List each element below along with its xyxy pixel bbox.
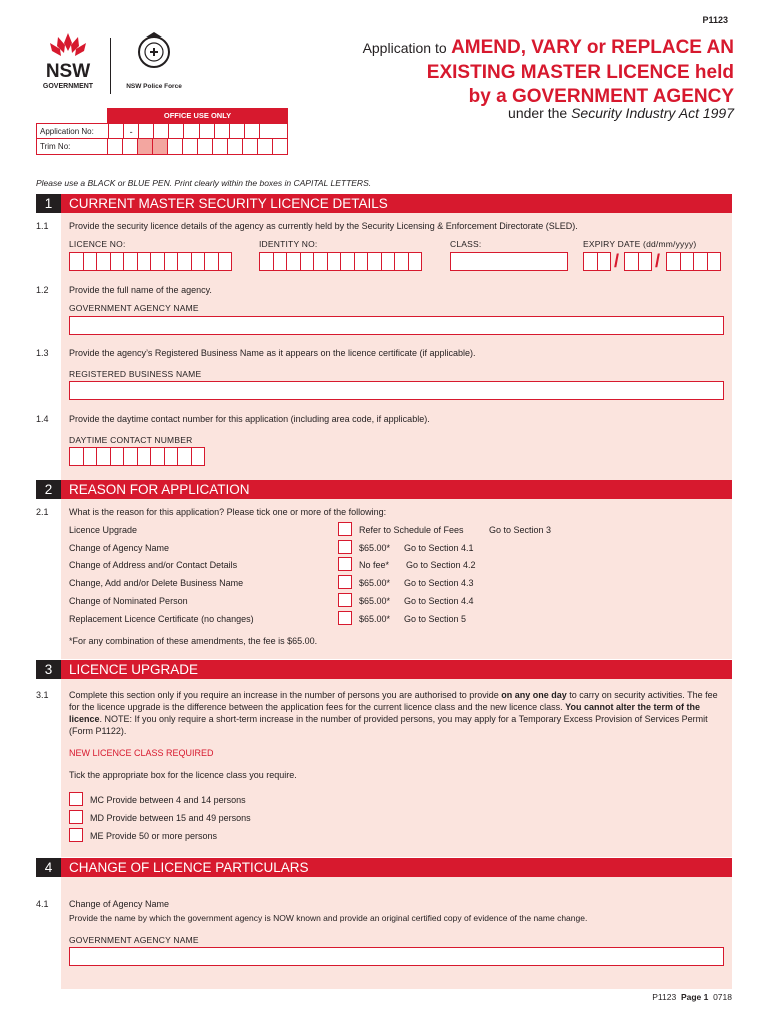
office-cell[interactable]: [138, 124, 153, 139]
title-line-2: EXISTING MASTER LICENCE held: [426, 62, 734, 83]
application-no-label: Application No:: [40, 127, 94, 136]
office-cell[interactable]: [122, 139, 137, 154]
reason-goto: Go to Section 4.1: [404, 543, 474, 553]
office-cell[interactable]: [242, 139, 257, 154]
reason-label: Licence Upgrade: [69, 525, 138, 535]
class-md-checkbox[interactable]: [69, 810, 83, 824]
class-mc-label: MC Provide between 4 and 14 persons: [90, 795, 246, 805]
reason-goto: Go to Section 4.3: [404, 578, 474, 588]
office-cell[interactable]: [108, 124, 123, 139]
date-separator: /: [655, 251, 661, 271]
title-line-1: AMEND, VARY or REPLACE AN: [451, 37, 734, 58]
office-cell[interactable]: [183, 124, 198, 139]
licence-upgrade-description: Complete this section only if you require an increase in the number of persons you are authorised to provide on any one day to carry on security activities. The fee for the licence upgrade is the difference between the application fees for the current licence class and the new licence class. You cannot alter the term of the licence. NOTE: If you only require a short-term increase in the number of provided persons, you may apply for a Temporary Excess Provision of Services Permit (Form P1122).: [69, 690, 718, 736]
agency-name-change-description: Provide the name by which the government agency is NOW known and provide an original certified copy of evidence of the name change.: [69, 913, 588, 923]
business-name-label: REGISTERED BUSINESS NAME: [69, 369, 202, 379]
class-mc-checkbox[interactable]: [69, 792, 83, 806]
office-cell[interactable]: [199, 124, 214, 139]
identity-no-label: IDENTITY NO:: [259, 239, 318, 249]
new-agency-name-input[interactable]: [69, 947, 724, 966]
contact-number-label: DAYTIME CONTACT NUMBER: [69, 435, 193, 445]
new-agency-name-label: GOVERNMENT AGENCY NAME: [69, 935, 199, 945]
class-md-label: MD Provide between 15 and 49 persons: [90, 813, 251, 823]
nsw-police-logo: [124, 30, 184, 94]
page-footer: P1123 Page 1 0718: [652, 992, 732, 1002]
title-line-3: by a GOVERNMENT AGENCY: [468, 86, 734, 107]
office-cell-shaded: [152, 139, 167, 154]
class-label: CLASS:: [450, 239, 482, 249]
trim-no-label: Trim No:: [40, 142, 71, 151]
reason-checkbox[interactable]: [338, 575, 352, 589]
expiry-month-boxes[interactable]: [624, 252, 651, 271]
contact-number-boxes[interactable]: [69, 447, 204, 466]
reason-checkbox[interactable]: [338, 611, 352, 625]
reason-label: Change of Agency Name: [69, 543, 170, 553]
new-licence-class-heading: NEW LICENCE CLASS REQUIRED: [69, 748, 214, 758]
reason-checkbox[interactable]: [338, 557, 352, 571]
licence-no-label: LICENCE NO:: [69, 239, 126, 249]
office-cell[interactable]: [214, 124, 229, 139]
reason-goto: Go to Section 4.2: [406, 560, 476, 570]
form-code: P1123: [702, 15, 728, 25]
office-cell[interactable]: [227, 139, 242, 154]
reason-label: Change, Add and/or Delete Business Name: [69, 578, 244, 588]
agency-name-label: GOVERNMENT AGENCY NAME: [69, 303, 199, 313]
reason-fee: $65.00*: [359, 596, 391, 606]
reason-goto: Go to Section 4.4: [404, 596, 474, 606]
pen-instructions: Please use a BLACK or BLUE PEN. Print clearly within the boxes in CAPITAL LETTERS.: [36, 178, 372, 188]
section-1-header: 1 CURRENT MASTER SECURITY LICENCE DETAILS: [36, 194, 732, 213]
expiry-day-boxes[interactable]: [583, 252, 610, 271]
agency-name-input[interactable]: [69, 316, 724, 335]
tick-instruction: Tick the appropriate box for the licence class you require.: [69, 770, 297, 780]
office-cell[interactable]: [212, 139, 227, 154]
class-me-label: ME Provide 50 or more persons: [90, 831, 218, 841]
reason-goto: Go to Section 3: [489, 525, 552, 535]
reason-label: Replacement Licence Certificate (no changes): [69, 614, 254, 624]
section-4-header: 4 CHANGE OF LICENCE PARTICULARS: [36, 858, 732, 877]
reason-label: Change of Nominated Person: [69, 596, 188, 606]
svg-text:NSW: NSW: [45, 61, 91, 82]
expiry-year-boxes[interactable]: [666, 252, 720, 271]
identity-no-boxes[interactable]: [259, 252, 421, 271]
office-dash: -: [123, 124, 138, 139]
licence-no-boxes[interactable]: [69, 252, 231, 271]
reason-fee: $65.00*: [359, 614, 391, 624]
office-use-header: OFFICE USE ONLY: [107, 108, 288, 123]
reason-checkbox[interactable]: [338, 593, 352, 607]
section-2-header: 2 REASON FOR APPLICATION: [36, 480, 732, 499]
office-cell[interactable]: [168, 124, 183, 139]
class-input[interactable]: [450, 252, 568, 271]
reason-fee: $65.00*: [359, 543, 391, 553]
reason-checkbox[interactable]: [338, 540, 352, 554]
reason-checkbox[interactable]: [338, 522, 352, 536]
section-3-header: 3 LICENCE UPGRADE: [36, 660, 732, 679]
reason-fee: $65.00*: [359, 578, 391, 588]
office-cell[interactable]: [257, 139, 272, 154]
office-cell[interactable]: [167, 139, 182, 154]
office-cell[interactable]: [272, 139, 287, 154]
reason-fee: Refer to Schedule of Fees: [359, 525, 464, 535]
office-use-box: [36, 108, 288, 155]
office-cell[interactable]: [153, 124, 168, 139]
date-separator: /: [614, 251, 620, 271]
office-cell-shaded: [137, 139, 152, 154]
form-subtitle: under the Security Industry Act 1997: [508, 105, 734, 121]
office-cell[interactable]: [244, 124, 259, 139]
class-me-checkbox[interactable]: [69, 828, 83, 842]
office-cell[interactable]: [229, 124, 244, 139]
office-cell[interactable]: [259, 124, 274, 139]
logo-divider: [110, 38, 111, 94]
fee-note: *For any combination of these amendments, the fee is $65.00.: [69, 636, 318, 646]
office-cell[interactable]: [182, 139, 197, 154]
reason-fee: No fee*: [359, 560, 390, 570]
office-cell[interactable]: [197, 139, 212, 154]
business-name-input[interactable]: [69, 381, 724, 400]
office-cell[interactable]: [107, 139, 122, 154]
form-title: [363, 36, 734, 109]
expiry-date-label: EXPIRY DATE (dd/mm/yyyy): [583, 239, 697, 249]
section-4-panel: [61, 877, 732, 989]
title-lead: Application to: [362, 40, 447, 56]
svg-text:NSW Police Force: NSW Police Force: [126, 83, 182, 90]
reason-goto: Go to Section 5: [404, 614, 467, 624]
reason-label: Change of Address and/or Contact Details: [69, 560, 238, 570]
nsw-government-logo: [38, 31, 98, 91]
svg-text:GOVERNMENT: GOVERNMENT: [42, 83, 94, 90]
